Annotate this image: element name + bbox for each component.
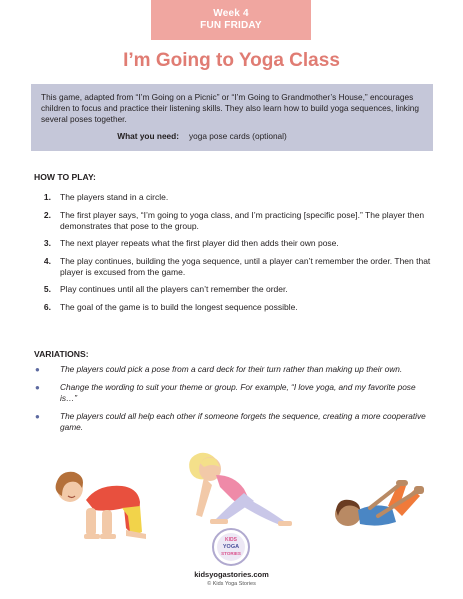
site-url: kidsyogastories.com [194,570,269,579]
need-label: What you need: [117,131,179,141]
child-happy-baby-pose-illustration [318,476,428,536]
child-lunge-pose-illustration [160,445,295,530]
variation-text: The players could all help each other if someone forgets the sequence, creating a more cooperative game. [60,411,426,432]
step-item [34,256,434,278]
step-number: 5. [43,284,51,294]
step-number: 6. [43,301,51,312]
step-item [34,284,434,295]
bullet-icon: ● [35,412,40,421]
steps-list [34,192,434,319]
intro-text: This game, adapted from “I’m Going on a Picnic” or “I’m Going to Grandmother’s House,” encourages children to focus and practice their listening skills. They also learn how to build yoga sequences, linking several poses together. [41,92,420,124]
variation-item [34,382,434,404]
copyright: © Kids Yoga Stories [207,581,256,587]
step-item [34,210,434,232]
step-number: 3. [43,238,51,248]
step-number: 1. [43,192,51,202]
logo-text-stories: STORIES [221,551,241,556]
step-number: 4. [43,255,51,266]
need-row [41,131,423,142]
step-item [34,238,434,249]
need-value: yoga pose cards (optional) [189,131,287,141]
step-text: The players stand in a circle. [60,192,169,202]
intro-box [31,84,433,151]
step-number: 2. [43,209,51,220]
bullet-icon: ● [35,365,40,374]
week-label: Week 4 [213,8,249,19]
how-to-play-heading: HOW TO PLAY: [34,172,96,182]
variation-item [34,411,434,433]
step-text: The play continues, building the yoga sequence, until a player can’t remember the order. Then that player is excused from the game. [60,255,431,277]
step-text: Play continues until all the players can’t remember the order. [60,284,288,294]
step-text: The goal of the game is to build the longest sequence possible. [60,301,298,312]
bullet-icon: ● [35,383,40,392]
variation-text: The players could pick a pose from a card deck for their turn rather than making up their own. [60,364,403,374]
week-banner [151,0,311,40]
kids-yoga-stories-logo [208,527,254,567]
step-item [34,192,434,203]
day-label: FUN FRIDAY [200,20,262,31]
step-text: The next player repeats what the first player did then adds their own pose. [60,238,339,248]
child-cow-pose-illustration [42,462,150,542]
page-title: I’m Going to Yoga Class [123,50,340,71]
variations-list [34,364,434,440]
variations-heading: VARIATIONS: [34,349,89,359]
step-text: The first player says, “I’m going to yoga class, and I’m practicing [specific pose].” The player then demonstrates that pose to the group. [60,209,425,231]
logo-text-yoga: YOGA [222,544,240,550]
variation-item [34,364,434,375]
step-item [34,302,434,313]
variation-text: Change the wording to suit your theme or group. For example, “I love yoga, and my favorite pose is…” [60,382,416,403]
logo-text-kids: KIDS [225,537,237,543]
